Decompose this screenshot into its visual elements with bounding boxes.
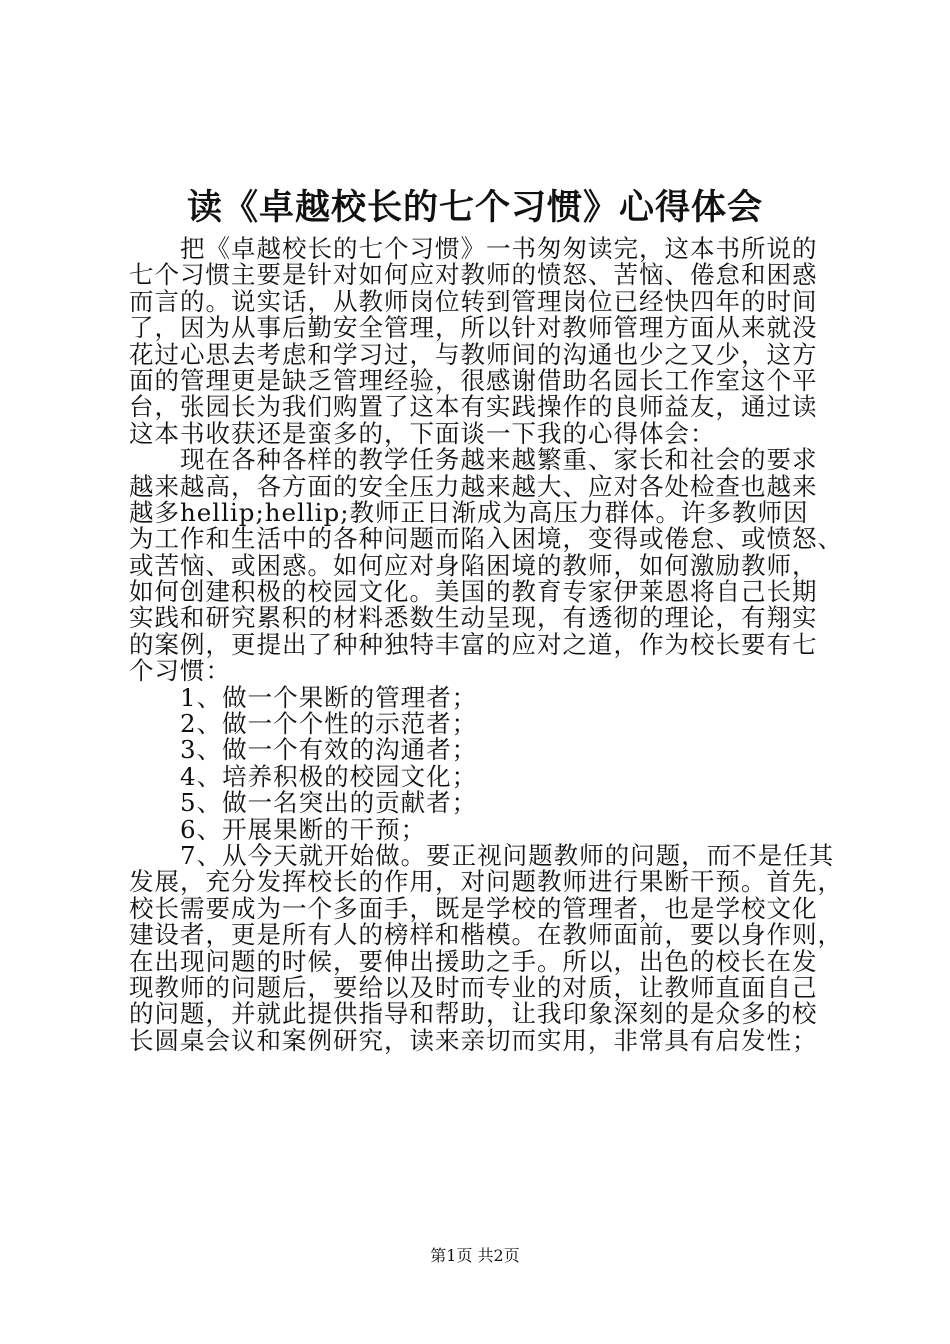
text-line: 越多hellip;hellip;教师正日渐成为高压力群体。许多教师因 <box>129 497 809 527</box>
list-item: 4、培养积极的校园文化； <box>180 761 478 791</box>
text-line: 台，张园长为我们购置了这本有实践操作的良师益友，通过读 <box>129 392 818 422</box>
text-line: 现在各种各样的教学任务越来越繁重、家长和社会的要求 <box>180 445 818 475</box>
text-line: 建设者，更是所有人的榜样和楷模。在教师面前，要以身作则， <box>129 920 843 950</box>
text-line: 长圆桌会议和案例研究，读来亲切而实用，非常具有启发性； <box>129 1025 818 1055</box>
text-line: 现教师的问题后，要给以及时而专业的对质，让教师直面自己 <box>129 972 818 1002</box>
text-line: 这本书收获还是蛮多的，下面谈一下我的心得体会： <box>129 418 716 448</box>
list-item: 5、做一名突出的贡献者； <box>180 788 478 818</box>
text-line: 面的管理更是缺乏管理经验，很感谢借助名园长工作室这个平 <box>129 365 818 395</box>
document-body <box>129 234 843 1055</box>
list-item: 7、从今天就开始做。要正视问题教师的问题，而不是任其 <box>180 840 835 870</box>
text-line: 实践和研究累积的材料悉数生动呈现，有透彻的理论，有翔实 <box>129 603 818 633</box>
text-line: 把《卓越校长的七个习惯》一书匆匆读完，这本书所说的 <box>180 234 818 263</box>
text-line: 个习惯： <box>129 656 231 686</box>
text-line: 的问题，并就此提供指导和帮助，让我印象深刻的是众多的校 <box>129 999 818 1029</box>
list-item: 6、开展果断的干预； <box>180 814 427 844</box>
document-title: 读《卓越校长的七个习惯》心得体会 <box>186 187 763 228</box>
text-line: 了，因为从事后勤安全管理，所以针对教师管理方面从来就没 <box>129 313 818 343</box>
page-number: 第1页 共2页 <box>430 1246 520 1265</box>
text-line: 或苦恼、或困惑。如何应对身陷困境的教师，如何激励教师， <box>129 550 818 580</box>
text-line: 为工作和生活中的各种问题而陷入困境，变得或倦怠、或愤怒、 <box>129 524 843 554</box>
list-item: 1、做一个果断的管理者； <box>180 682 478 712</box>
text-line: 的案例，更提出了种种独特丰富的应对之道，作为校长要有七 <box>129 629 818 659</box>
text-line: 而言的。说实话，从教师岗位转到管理岗位已经快四年的时间 <box>129 286 818 316</box>
list-item: 3、做一个有效的沟通者； <box>180 735 478 765</box>
text-line: 校长需要成为一个多面手，既是学校的管理者，也是学校文化 <box>129 893 818 923</box>
text-line: 发展，充分发挥校长的作用，对问题教师进行果断干预。首先， <box>129 867 843 897</box>
text-line: 花过心思去考虑和学习过，与教师间的沟通也少之又少，这方 <box>129 339 818 369</box>
text-line: 越来越高，各方面的安全压力越来越大、应对各处检查也越来 <box>129 471 818 501</box>
list-item: 2、做一个个性的示范者； <box>180 709 478 739</box>
text-line: 七个习惯主要是针对如何应对教师的愤怒、苦恼、倦怠和困惑 <box>129 260 818 290</box>
text-line: 在出现问题的时候，要伸出援助之手。所以，出色的校长在发 <box>129 946 818 976</box>
text-line: 如何创建积极的校园文化。美国的教育专家伊莱恩将自己长期 <box>129 577 818 607</box>
